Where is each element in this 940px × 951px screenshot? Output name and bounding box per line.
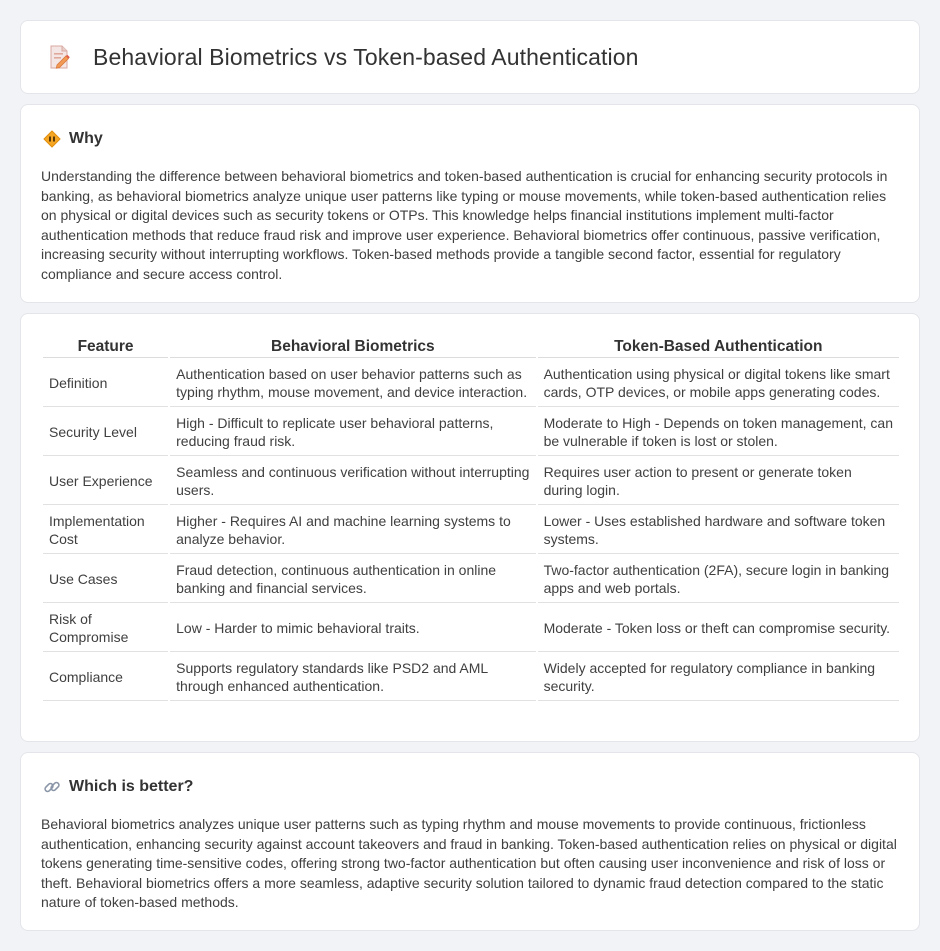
- feature-cell: Definition: [43, 360, 168, 407]
- token-cell: Lower - Uses established hardware and software token systems.: [538, 507, 899, 554]
- document-edit-icon: [45, 43, 73, 71]
- better-text: Behavioral biometrics analyzes unique user patterns such as typing rhythm and mouse movements to provide continuous, frictionless authentication, enhancing security against account takeovers and fraud in banking. Token-based authentication relies on physical or digital tokens generating time-sensitive codes, offering strong two-factor authentication but often causing user inconvenience and risk of loss or theft. Behavioral biometrics offers a more seamless, adaptive security solution tailored to dynamic fraud detection compared to the static nature of token-based methods.: [41, 816, 897, 911]
- table-row: [43, 458, 899, 505]
- column-header-feature: Feature: [43, 336, 168, 358]
- comparison-table: [41, 334, 901, 703]
- token-cell: Moderate to High - Depends on token management, can be vulnerable if token is lost or stolen.: [538, 409, 899, 456]
- table-row: [43, 360, 899, 407]
- feature-cell: User Experience: [43, 458, 168, 505]
- column-header-token: Token-Based Authentication: [538, 336, 899, 358]
- behavioral-cell: High - Difficult to replicate user behavioral patterns, reducing fraud risk.: [170, 409, 535, 456]
- table-row: [43, 605, 899, 652]
- behavioral-cell: Supports regulatory standards like PSD2 and AML through enhanced authentication.: [170, 654, 535, 701]
- behavioral-cell: Higher - Requires AI and machine learning systems to analyze behavior.: [170, 507, 535, 554]
- table-row: [43, 409, 899, 456]
- behavioral-cell: Fraud detection, continuous authentication in online banking and financial services.: [170, 556, 535, 603]
- comparison-card: [20, 313, 920, 742]
- which-better-card: [20, 752, 920, 931]
- behavioral-cell: Authentication based on user behavior patterns such as typing rhythm, mouse movement, and device interaction.: [170, 360, 535, 407]
- link-icon: [43, 778, 61, 796]
- token-cell: Two-factor authentication (2FA), secure login in banking apps and web portals.: [538, 556, 899, 603]
- table-header-row: [43, 336, 899, 358]
- header-row: [21, 21, 919, 93]
- behavioral-cell: Seamless and continuous verification without interrupting users.: [170, 458, 535, 505]
- table-row: [43, 654, 899, 701]
- token-cell: Widely accepted for regulatory compliance in banking security.: [538, 654, 899, 701]
- warning-diamond-icon: [43, 130, 61, 148]
- feature-cell: Compliance: [43, 654, 168, 701]
- feature-cell: Use Cases: [43, 556, 168, 603]
- token-cell: Moderate - Token loss or theft can compromise security.: [538, 605, 899, 652]
- feature-cell: Implementation Cost: [43, 507, 168, 554]
- page-title: Behavioral Biometrics vs Token-based Authentication: [93, 43, 639, 70]
- feature-cell: Security Level: [43, 409, 168, 456]
- table-row: [43, 556, 899, 603]
- better-heading: [21, 753, 919, 799]
- better-title: Which is better?: [69, 778, 194, 795]
- why-text: Understanding the difference between behavioral biometrics and token-based authentication is crucial for enhancing security protocols in banking, as behavioral biometrics analyze unique user patterns like typing or mouse movements, while token-based authentication relies on physical or digital devices such as security tokens or OTPs. This knowledge helps financial institutions implement multi-factor authentication methods that reduce fraud risk and improve user experience. Behavioral biometrics offer continuous, passive verification, increasing security without interrupting workflows. Token-based methods provide a tangible second factor, essential for regulatory compliance and secure access control.: [41, 168, 888, 282]
- column-header-behavioral: Behavioral Biometrics: [170, 336, 535, 358]
- why-card: [20, 104, 920, 303]
- behavioral-cell: Low - Harder to mimic behavioral traits.: [170, 605, 535, 652]
- header-card: [20, 20, 920, 94]
- token-cell: Authentication using physical or digital tokens like smart cards, OTP devices, or mobile apps generating codes.: [538, 360, 899, 407]
- token-cell: Requires user action to present or generate token during login.: [538, 458, 899, 505]
- why-title: Why: [69, 130, 103, 147]
- why-heading: [21, 105, 919, 151]
- feature-cell: Risk of Compromise: [43, 605, 168, 652]
- table-row: [43, 507, 899, 554]
